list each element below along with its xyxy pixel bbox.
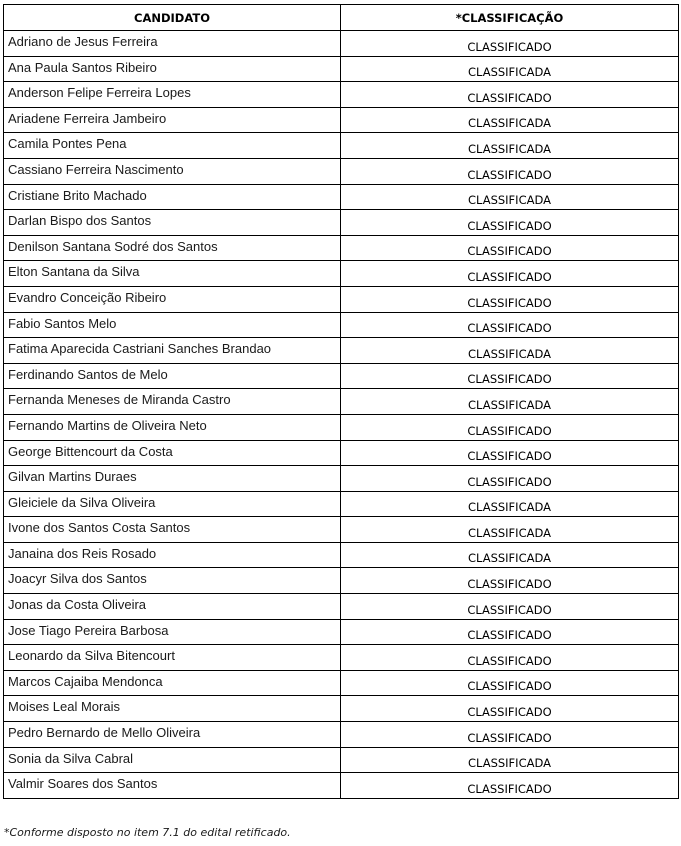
candidate-name: Elton Santana da Silva: [4, 261, 341, 287]
classification-status: CLASSIFICADA: [341, 133, 679, 159]
candidate-name: Jose Tiago Pereira Barbosa: [4, 619, 341, 645]
candidate-name: Cristiane Brito Machado: [4, 184, 341, 210]
classification-status: CLASSIFICADO: [341, 82, 679, 108]
classification-status: CLASSIFICADO: [341, 594, 679, 620]
candidate-name: Fernando Martins de Oliveira Neto: [4, 414, 341, 440]
candidate-name: Darlan Bispo dos Santos: [4, 210, 341, 236]
candidate-name: Camila Pontes Pena: [4, 133, 341, 159]
table-row: [4, 414, 679, 440]
candidate-name: Marcos Cajaiba Mendonca: [4, 670, 341, 696]
classification-status: CLASSIFICADA: [341, 517, 679, 543]
candidate-name: Anderson Felipe Ferreira Lopes: [4, 82, 341, 108]
candidate-name: Ariadene Ferreira Jambeiro: [4, 107, 341, 133]
table-row: [4, 338, 679, 364]
classification-status: CLASSIFICADA: [341, 107, 679, 133]
classification-status: CLASSIFICADO: [341, 619, 679, 645]
header-classification: *CLASSIFICAÇÃO: [341, 5, 679, 31]
classification-status: CLASSIFICADO: [341, 158, 679, 184]
classification-status: CLASSIFICADO: [341, 286, 679, 312]
table-row: [4, 133, 679, 159]
table-row: [4, 645, 679, 671]
table-row: [4, 619, 679, 645]
table-row: [4, 517, 679, 543]
candidate-name: Sonia da Silva Cabral: [4, 747, 341, 773]
table-row: [4, 466, 679, 492]
table-row: [4, 594, 679, 620]
table-row: [4, 31, 679, 57]
classification-status: CLASSIFICADO: [341, 773, 679, 799]
classification-status: CLASSIFICADO: [341, 670, 679, 696]
classification-status: CLASSIFICADO: [341, 568, 679, 594]
classification-status: CLASSIFICADO: [341, 31, 679, 57]
classification-status: CLASSIFICADO: [341, 235, 679, 261]
classification-status: CLASSIFICADA: [341, 491, 679, 517]
candidate-name: Denilson Santana Sodré dos Santos: [4, 235, 341, 261]
table-row: [4, 363, 679, 389]
table-row: [4, 184, 679, 210]
candidate-name: Jonas da Costa Oliveira: [4, 594, 341, 620]
candidate-name: Gilvan Martins Duraes: [4, 466, 341, 492]
classification-status: CLASSIFICADO: [341, 440, 679, 466]
table-row: [4, 82, 679, 108]
table-row: [4, 56, 679, 82]
candidate-name: Fatima Aparecida Castriani Sanches Brandao: [4, 338, 341, 364]
candidate-name: Fabio Santos Melo: [4, 312, 341, 338]
table-row: [4, 261, 679, 287]
table-row: [4, 491, 679, 517]
classification-status: CLASSIFICADA: [341, 56, 679, 82]
classification-status: CLASSIFICADA: [341, 747, 679, 773]
table-row: [4, 389, 679, 415]
candidate-name: Ivone dos Santos Costa Santos: [4, 517, 341, 543]
table-header-row: [4, 5, 679, 31]
footnote: *Conforme disposto no item 7.1 do edital retificado.: [4, 826, 291, 839]
classification-status: CLASSIFICADA: [341, 389, 679, 415]
candidate-name: Leonardo da Silva Bitencourt: [4, 645, 341, 671]
candidate-name: Evandro Conceição Ribeiro: [4, 286, 341, 312]
candidate-name: George Bittencourt da Costa: [4, 440, 341, 466]
classification-status: CLASSIFICADO: [341, 722, 679, 748]
classification-table: [3, 4, 679, 799]
classification-status: CLASSIFICADO: [341, 696, 679, 722]
candidate-name: Gleiciele da Silva Oliveira: [4, 491, 341, 517]
table-row: [4, 158, 679, 184]
classification-status: CLASSIFICADO: [341, 312, 679, 338]
header-candidate: CANDIDATO: [4, 5, 341, 31]
table-row: [4, 568, 679, 594]
table-row: [4, 670, 679, 696]
table-row: [4, 747, 679, 773]
classification-status: CLASSIFICADA: [341, 542, 679, 568]
table-row: [4, 312, 679, 338]
classification-status: CLASSIFICADO: [341, 645, 679, 671]
classification-status: CLASSIFICADO: [341, 466, 679, 492]
candidate-name: Cassiano Ferreira Nascimento: [4, 158, 341, 184]
candidate-name: Valmir Soares dos Santos: [4, 773, 341, 799]
candidate-name: Adriano de Jesus Ferreira: [4, 31, 341, 57]
table-row: [4, 722, 679, 748]
candidate-name: Moises Leal Morais: [4, 696, 341, 722]
candidate-name: Ana Paula Santos Ribeiro: [4, 56, 341, 82]
classification-status: CLASSIFICADA: [341, 338, 679, 364]
classification-status: CLASSIFICADO: [341, 363, 679, 389]
table-row: [4, 696, 679, 722]
candidate-name: Fernanda Meneses de Miranda Castro: [4, 389, 341, 415]
candidate-name: Joacyr Silva dos Santos: [4, 568, 341, 594]
candidate-name: Janaina dos Reis Rosado: [4, 542, 341, 568]
candidate-name: Pedro Bernardo de Mello Oliveira: [4, 722, 341, 748]
candidate-name: Ferdinando Santos de Melo: [4, 363, 341, 389]
table-row: [4, 107, 679, 133]
classification-status: CLASSIFICADO: [341, 261, 679, 287]
classification-status: CLASSIFICADA: [341, 184, 679, 210]
table-row: [4, 773, 679, 799]
table-row: [4, 235, 679, 261]
table-row: [4, 542, 679, 568]
table-row: [4, 440, 679, 466]
table-body: [4, 31, 679, 799]
table-row: [4, 210, 679, 236]
classification-status: CLASSIFICADO: [341, 210, 679, 236]
classification-status: CLASSIFICADO: [341, 414, 679, 440]
results-sheet: [3, 4, 679, 799]
table-row: [4, 286, 679, 312]
